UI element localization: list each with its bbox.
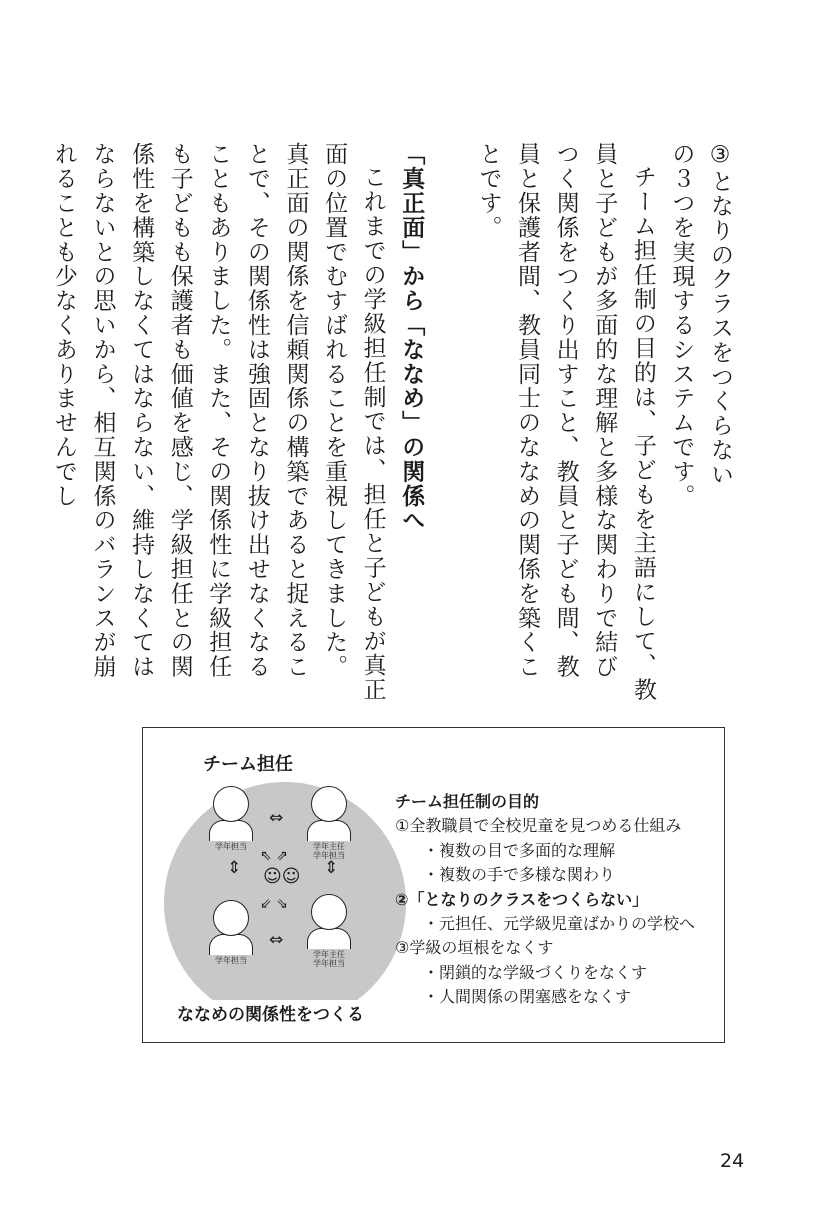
children-icon: ☺☺ [263,866,301,887]
list-subitem: ・閉鎖的な学級づくりをなくす [423,962,648,982]
list-item: ①全教職員で全校児童を見つめる仕組み [395,816,682,836]
person-icon [213,900,249,936]
section-heading: 「真正面」から「ななめ」の関係へ [398,142,425,533]
paragraph-3: これまでの学級担任制では、担任と子どもが真正面の位置でむすばれることを重視してきました。真正面の関係を信頼関係の構築であると捉えることで、その関係性は強固となり抜け出せなくなることもありました。また、その関係性に学級担任も子どもも保護者も価値を感じ、学級担任との関係性を構築しなくてはならない、維持しなくてはならないとの思いから、相互関係のバランスが崩れることも少なくありませんでし [50,142,386,702]
person-label: 学年担当 [215,842,247,851]
circle-footer: ななめの関係性をつくる [173,1000,368,1025]
list-subitem: ・複数の手で多様な関わり [423,865,616,885]
person-label: 学年主任 学年担当 [313,950,345,968]
figure-box [142,727,725,1043]
page-number: 24 [720,1150,745,1172]
purpose-list [395,790,695,1010]
person-label: 学年担当 [215,956,247,965]
paragraph-1b: の３つを実現するシステムです。 [668,142,695,508]
body-text [44,142,739,702]
teacher-top-right [303,786,355,860]
person-icon [311,786,347,822]
person-label: 学年主任 学年担当 [313,842,345,860]
teacher-bottom-left [205,900,257,965]
vertical-arrow-icon: ⇕ [227,858,242,878]
person-icon [213,786,249,822]
list-subitem: ・複数の目で多面的な理解 [423,840,616,860]
list-title: チーム担任制の目的 [395,792,540,811]
paragraph-2: チーム担任制の目的は、子どもを主語にして、教員と子どもが多面的な理解と多様な関わりで結びつく関係をつくり出すこと、教員と子ども間、教員と保護者間、教員同士のななめの関係を築くことです。 [475,142,656,702]
teacher-top-left [205,786,257,851]
horizontal-arrow-icon: ⇔ [269,930,284,950]
list-item: ②「となりのクラスをつくらない」 [395,889,649,909]
horizontal-arrow-icon: ⇔ [269,808,284,828]
list-subitem: ・人間関係の閉塞感をなくす [423,987,632,1007]
list-subitem: ・元担任、元学級児童ばかりの学校へ [423,914,696,934]
person-icon [311,894,347,930]
circle-title: チーム担任 [203,754,293,775]
paragraph-1a: ③となりのクラスをつくらない [707,142,733,487]
spacer [430,142,469,702]
list-item: ③学級の垣根をなくす [395,938,554,958]
vertical-arrow-icon: ⇕ [324,858,339,878]
diagonal-arrow-icon: ⇖ ⇗ [260,848,288,864]
diagonal-arrow-icon: ⇙ ⇘ [260,896,288,912]
teacher-bottom-right [303,894,355,968]
